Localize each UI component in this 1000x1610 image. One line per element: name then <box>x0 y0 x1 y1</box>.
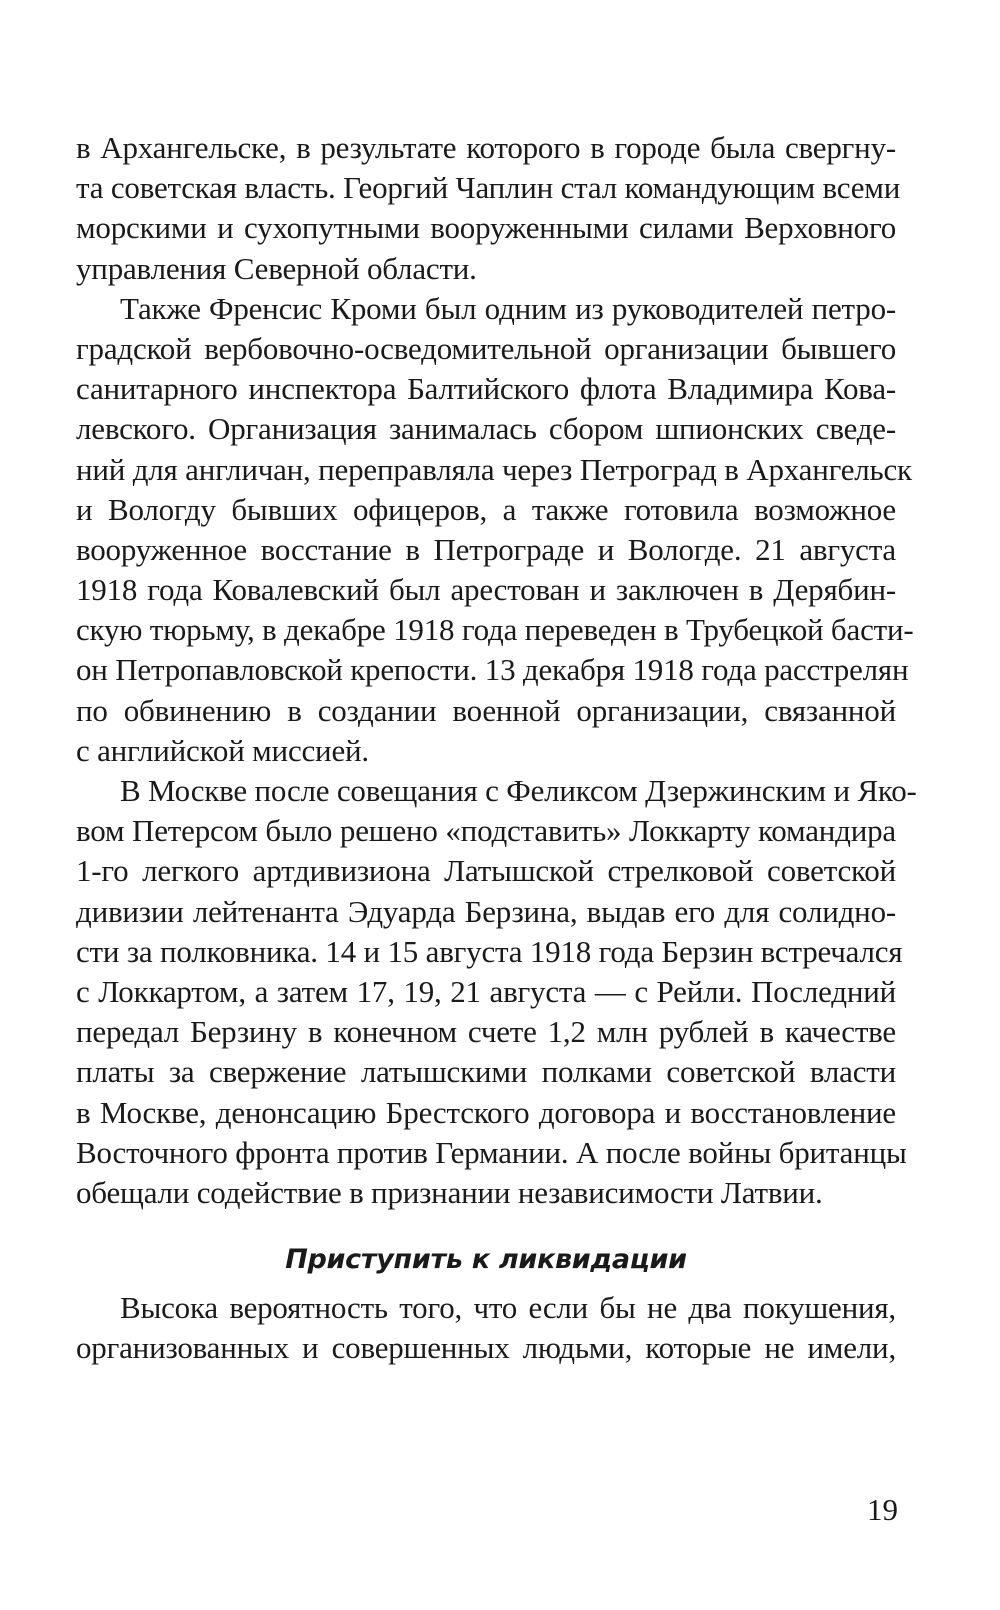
text-line: В Москве после совещания с Феликсом Дзержинским и Яко- <box>120 773 917 808</box>
paragraph-3 <box>76 771 917 1213</box>
text-line: вом Петерсом было решено «подставить» Локкарту командира <box>76 813 896 849</box>
section-heading: Приступить к ликвидации <box>285 1244 687 1276</box>
text-line: платы за свержение латышскими полками советской власти <box>76 1054 896 1090</box>
text-line: вооруженное восстание в Петрограде и Вологде. 21 августа <box>76 531 896 567</box>
paragraph-2 <box>76 289 914 771</box>
text-line: скую тюрьму, в декабре 1918 года переведен в Трубецкой басти- <box>76 612 914 648</box>
paragraph-1 <box>76 128 901 289</box>
text-line: в Архангельске, в результате которого в городе была свергну- <box>76 130 896 165</box>
text-line: ний для англичан, переправляла через Петроград в Архангельск <box>76 451 912 487</box>
text-line: управления Северной области. <box>76 250 477 286</box>
text-line: Также Френсис Кроми был одним из руководителей петро- <box>120 290 896 326</box>
paragraph-4 <box>76 1288 896 1368</box>
text-line: обещали содействие в признании независимости Латвии. <box>76 1174 823 1210</box>
text-line: 1918 года Ковалевский был арестован и заключен в Дерябин- <box>76 572 896 608</box>
text-line: с Локкартом, а затем 17, 19, 21 августа — с Рейли. Последний <box>76 973 896 1009</box>
text-line: Высока вероятность того, что если бы не два покушения, <box>120 1290 896 1326</box>
text-line: санитарного инспектора Балтийского флота Владимира Кова- <box>76 371 896 407</box>
text-line: дивизии лейтенанта Эдуарда Берзина, выдав его для солидно- <box>76 893 896 929</box>
text-line: та советская власть. Георгий Чаплин стал командующим всеми <box>76 170 901 206</box>
text-line: по обвинению в создании военной организации, связанной <box>76 692 896 728</box>
text-line: в Москве, денонсацию Брестского договора и восстановление <box>76 1094 896 1130</box>
text-line: передал Берзину в конечном счете 1,2 млн рублей в качестве <box>76 1014 896 1050</box>
text-line: и Вологду бывших офицеров, а также готовила возможное <box>76 491 896 527</box>
text-line: организованных и совершенных людьми, которые не имели, <box>76 1330 896 1366</box>
text-line: с английской миссией. <box>76 732 369 768</box>
text-line: градской вербовочно-осведомительной организации бывшего <box>76 330 896 366</box>
text-line: 1-го легкого артдивизиона Латышской стрелковой советской <box>76 853 896 889</box>
page-number: 19 <box>867 1492 898 1527</box>
text-line: Восточного фронта против Германии. А после войны британцы <box>76 1134 907 1170</box>
text-line: левского. Организация занималась сбором шпионских сведе- <box>76 411 896 447</box>
text-line: он Петропавловской крепости. 13 декабря 1918 года расстрелян <box>76 652 909 688</box>
text-line: морскими и сухопутными вооруженными силами Верховного <box>76 210 896 246</box>
page-content <box>76 128 917 1368</box>
text-line: сти за полковника. 14 и 15 августа 1918 года Берзин встречался <box>76 933 903 969</box>
